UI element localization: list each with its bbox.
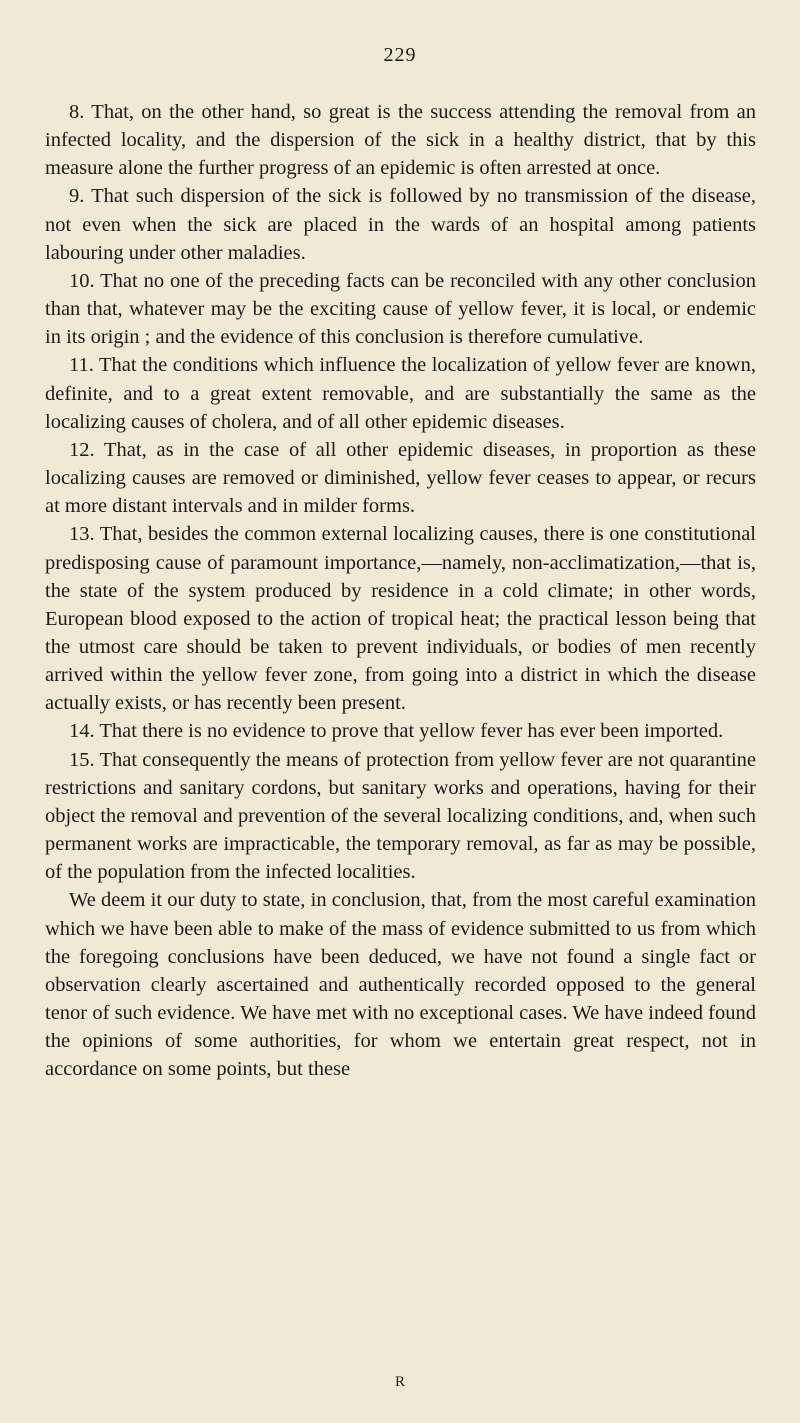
signature-mark: R — [394, 1374, 405, 1390]
paragraph-12: 12. That, as in the case of all other epidemic diseases, in proportion as these localizing causes are removed or diminished, yellow fever ceases to appear, or recurs at more distant intervals and in milder forms. — [45, 438, 756, 518]
paragraph-8: 8. That, on the other hand, so great is the success attending the removal from an infected locality, and the dispersion of the sick in a healthy district, that by this measure alone the further progress of an epidemic is often arrested at once. — [45, 101, 756, 180]
paragraph-conclusion: We deem it our duty to state, in conclusion, that, from the most careful examination which we have been able to make of the mass of evidence submitted to us from which the foregoing conclusions have been deduced, we have not found a single fact or observation clearly ascertained and authentically recorded opposed to the general tenor of such evidence. We have met with no exceptional cases. We have indeed found the opinions of some authorities, for whom we entertain great respect, not in accordance on some points, but these — [45, 889, 756, 1081]
paragraph-15: 15. That consequently the means of protection from yellow fever are not quarantine restrictions and sanitary cordons, but sanitary works and operations, having for their object the removal and prevention of the several localizing conditions, and, when such permanent works are impracticable, the temporary removal, as far as may be possible, of the population from the infected localities. — [45, 748, 756, 884]
paragraph-10: 10. That no one of the preceding facts can be reconciled with any other conclusion than that, whatever may be the exciting cause of yellow fever, it is local, or endemic in its origin ; and the evidence of this conclusion is therefore cumulative. — [45, 269, 756, 349]
paragraph-13: 13. That, besides the common external localizing causes, there is one constitutional predisposing cause of paramount importance,—namely, non-acclimatization,—that is, the state of the system produced by residence in a cold climate; in other words, European blood exposed to the action of tropical heat; the practical lesson being that the utmost care should be taken to prevent individuals, or bodies of men recently arrived within the yellow fever zone, from going into a district in which the disease actually exists, or has recently been present. — [45, 523, 756, 715]
paragraph-14: 14. That there is no evidence to prove that yellow fever has ever been imported. — [69, 720, 724, 743]
paragraph-11: 11. That the conditions which influence the localization of yellow fever are known, definite, and to a great extent removable, and are substantially the same as the localizing causes of cholera, and of all other epidemic diseases. — [45, 354, 756, 433]
body-text — [45, 98, 756, 1083]
page-number: 229 — [383, 44, 417, 66]
paragraph-9: 9. That such dispersion of the sick is followed by no transmission of the disease, not even when the sick are placed in the wards of an hospital among patients labouring under other maladies. — [45, 185, 756, 264]
